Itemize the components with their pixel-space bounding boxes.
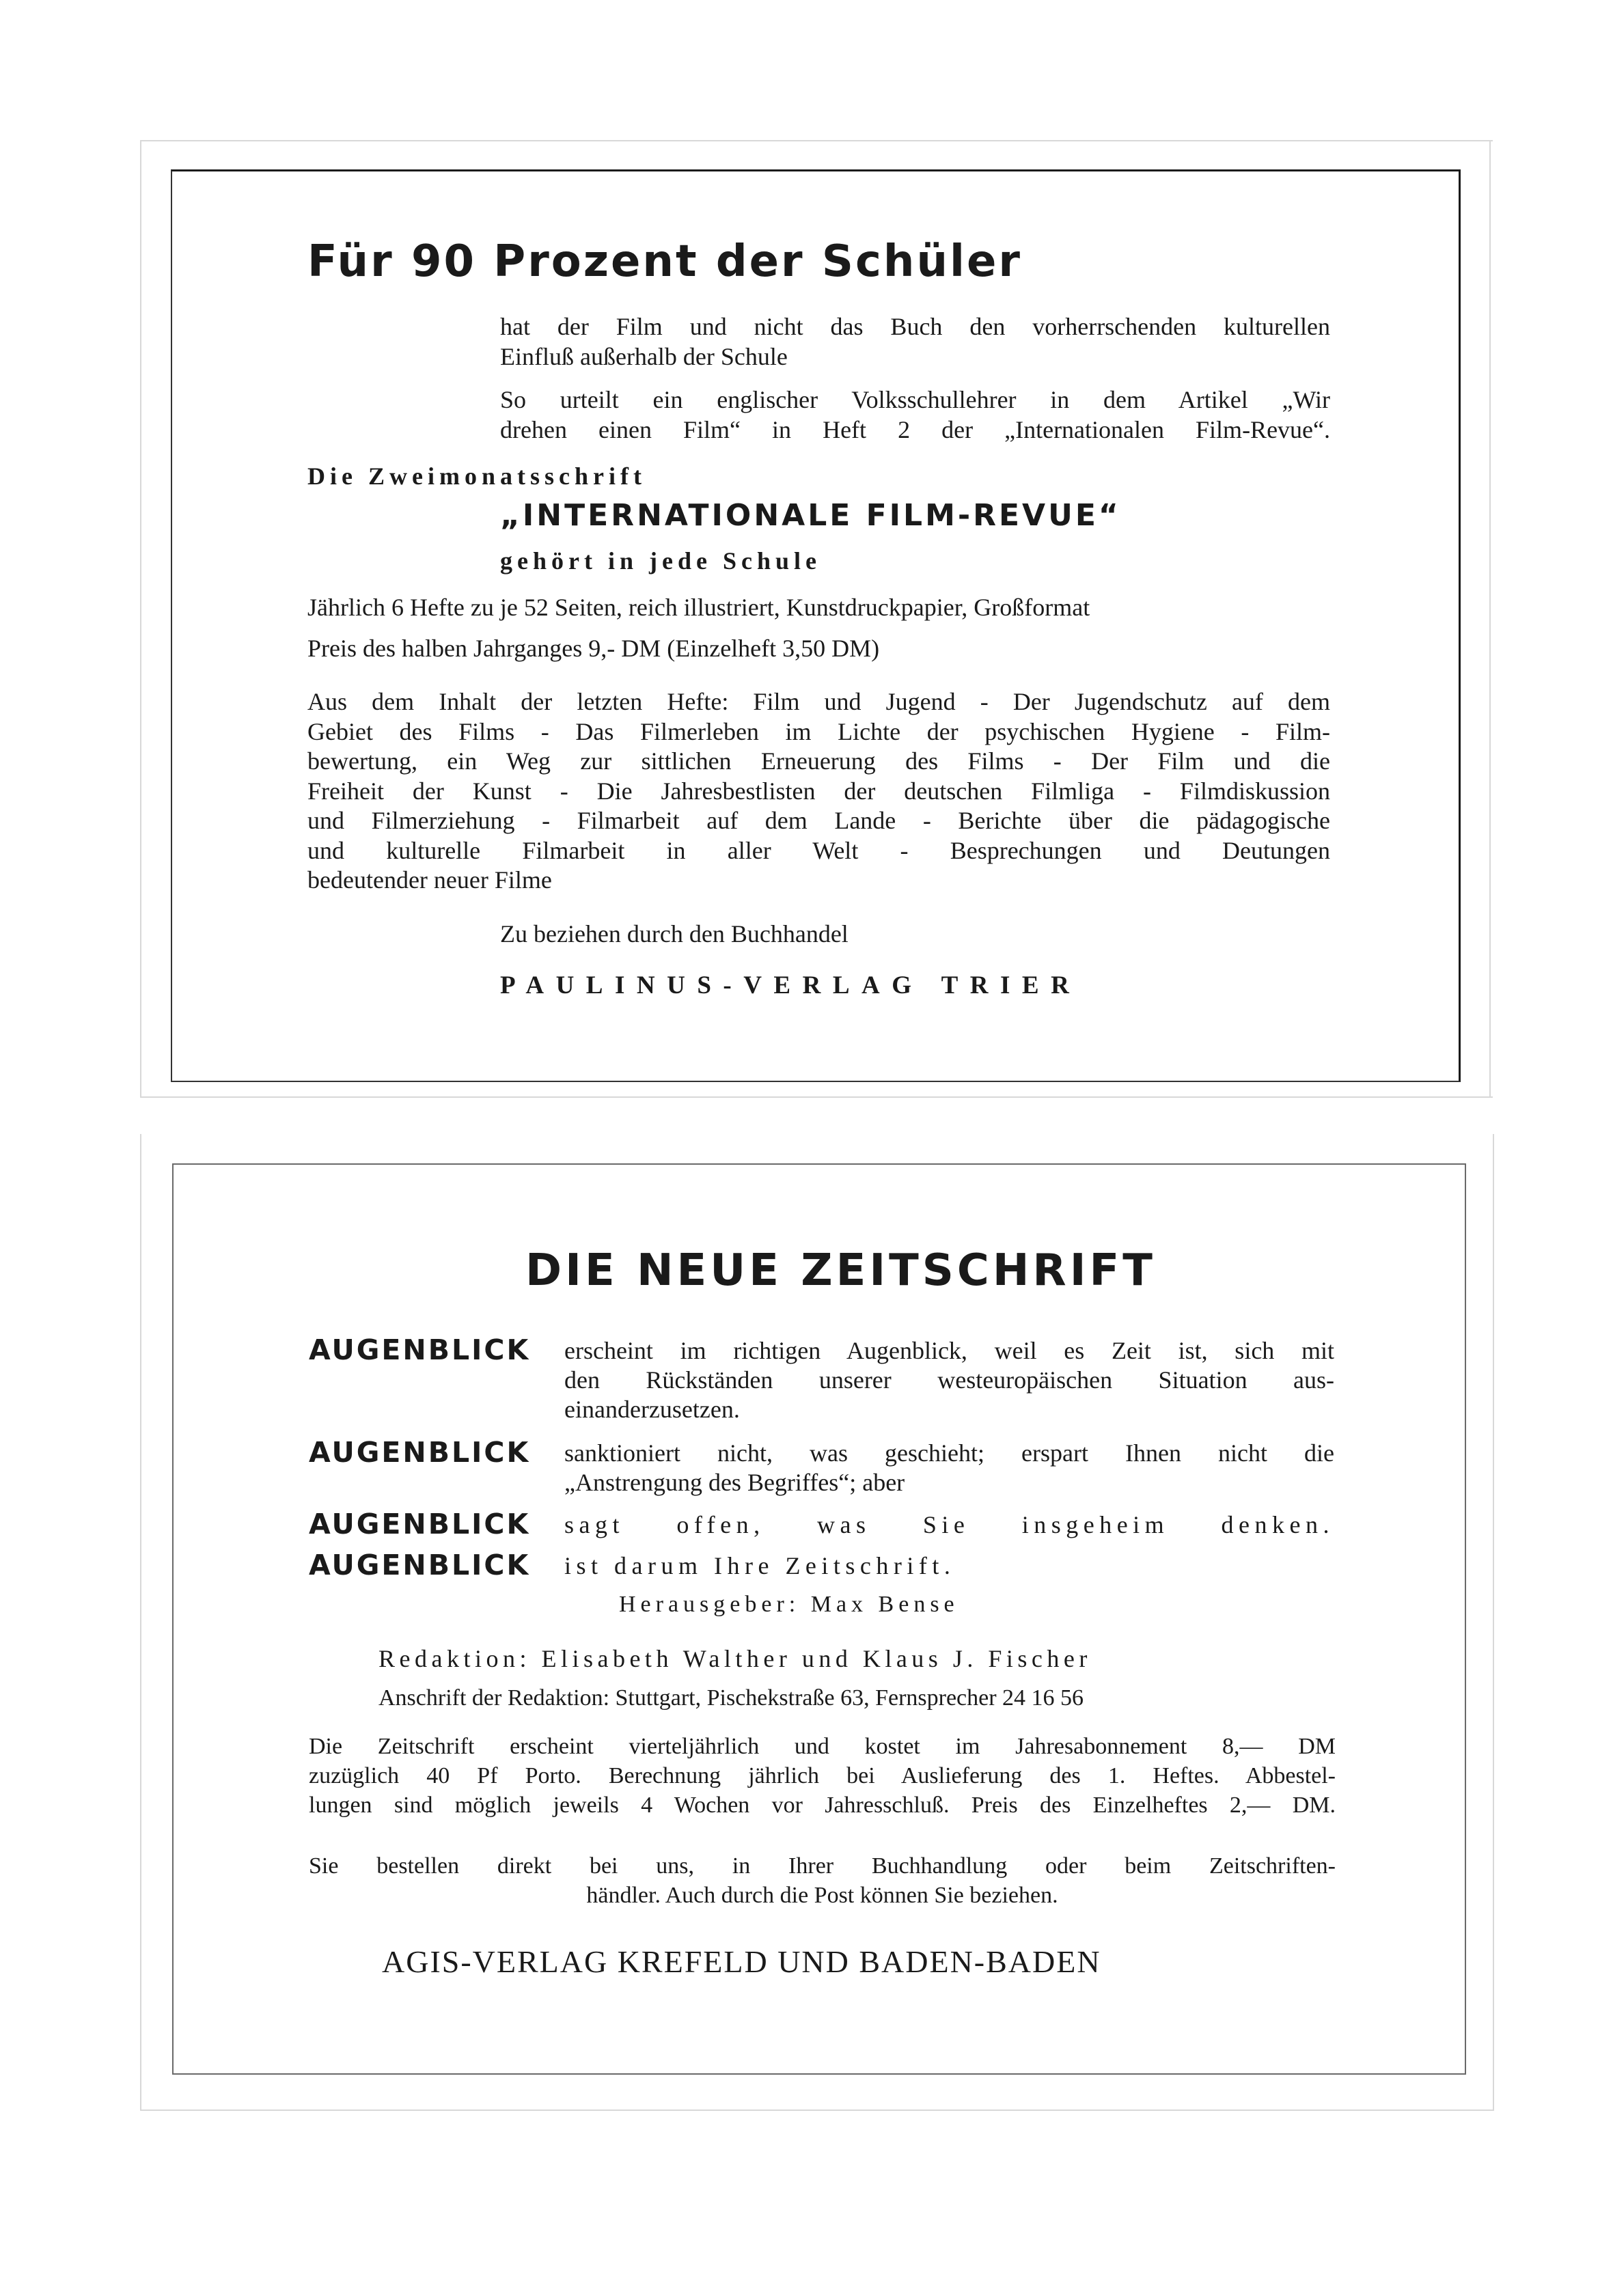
- page-edge-top: [140, 140, 1493, 141]
- ad1-content-line: und Filmerziehung - Filmarbeit auf dem Lande - Berichte über die pädagogische: [307, 807, 1330, 834]
- ad1-content-line: Freiheit der Kunst - Die Jahresbestlisten der deutschen Filmliga - Filmdiskussion: [307, 777, 1330, 805]
- ad2-entry-line: sagt offen, was Sie insgeheim denken.: [564, 1511, 1334, 1538]
- ad1-publisher: PAULINUS-VERLAG TRIER: [500, 971, 1081, 999]
- ad1-contents: [307, 687, 1330, 896]
- page-edge-lower-right: [1493, 1134, 1494, 2111]
- ad1-headline: Für 90 Prozent der Schüler: [307, 236, 1022, 287]
- ad2-entry-line: erscheint im richtigen Augenblick, weil es Zeit ist, sich mit: [564, 1337, 1334, 1364]
- ad2-publisher: AGIS-VERLAG KREFELD UND BADEN-BADEN: [382, 1944, 1101, 1979]
- ad1-intro-line: hat der Film und nicht das Buch den vorherrschenden kulturellen: [500, 313, 1330, 340]
- ad1-quote-line: drehen einen Film“ in Heft 2 der „Internationalen Film-Revue“.: [500, 416, 1330, 443]
- ad1-tagline: gehört in jede Schule: [500, 547, 821, 575]
- ad2-brand-name: AUGENBLICK: [309, 1549, 531, 1581]
- ad1-yearly-info: Jährlich 6 Hefte zu je 52 Seiten, reich illustriert, Kunstdruckpapier, Großformat: [307, 594, 1090, 621]
- ad2-address: Anschrift der Redaktion: Stuttgart, Pischekstraße 63, Fernsprecher 24 16 56: [378, 1685, 1084, 1711]
- ad2-order-line: Sie bestellen direkt bei uns, in Ihrer Buchhandlung oder beim Zeitschriften-: [309, 1853, 1336, 1879]
- ad1-availability: Zu beziehen durch den Buchhandel: [500, 920, 849, 948]
- ad1-quote-line: So urteilt ein englischer Volksschullehrer in dem Artikel „Wir: [500, 386, 1330, 413]
- ad2-subscription-line: lungen sind möglich jeweils 4 Wochen vor Jahresschluß. Preis des Einzelheftes 2,— DM.: [309, 1793, 1336, 1818]
- ad2-entry-line: ist darum Ihre Zeitschrift.: [564, 1552, 956, 1579]
- ad2-entry-text: [564, 1439, 1334, 1497]
- ad1-magazine-title: „INTERNATIONALE FILM-REVUE“: [500, 498, 1121, 533]
- ad1-subheading: Die Zweimonatsschrift: [307, 462, 646, 490]
- ad2-entry-line: den Rückständen unserer westeuropäischen Situation aus-: [564, 1366, 1334, 1394]
- ad2-entry-text: [564, 1336, 1334, 1424]
- ad2-editor: Herausgeber: Max Bense: [619, 1592, 959, 1617]
- ad2-entry-text: [564, 1551, 955, 1581]
- ad1-content-line: Aus dem Inhalt der letzten Hefte: Film und Jugend - Der Jugendschutz auf dem: [307, 688, 1330, 715]
- ad1-price: Preis des halben Jahrganges 9,- DM (Einzelheft 3,50 DM): [307, 635, 880, 662]
- ad1-content-line: und kulturelle Filmarbeit in aller Welt - Besprechungen und Deutungen: [307, 836, 1330, 864]
- ad2-subscription: [309, 1732, 1336, 1820]
- ad1-content-line: bewertung, ein Weg zur sittlichen Erneuerung des Films - Der Film und die: [307, 747, 1330, 775]
- ad2-order-line: händler. Auch durch die Post können Sie beziehen.: [586, 1883, 1058, 1908]
- ad2-brand-name: AUGENBLICK: [309, 1436, 531, 1469]
- page-edge-right: [1489, 140, 1491, 1096]
- augenblick-advertisement: [172, 1163, 1466, 2075]
- ad2-subscription-line: Die Zeitschrift erscheint vierteljährlich und kostet im Jahresabonnement 8,— DM: [309, 1734, 1336, 1759]
- ad2-entry-line: „Anstrengung des Begriffes“; aber: [564, 1469, 905, 1496]
- ad1-content-line: bedeutender neuer Filme: [307, 866, 552, 894]
- page-edge-lower-left: [140, 1134, 141, 2111]
- page-edge-left: [140, 140, 141, 1096]
- ad1-quote: [500, 385, 1330, 445]
- ad2-subscription-line: zuzüglich 40 Pf Porto. Berechnung jährlich bei Auslieferung des 1. Heftes. Abbestel-: [309, 1763, 1336, 1788]
- film-revue-advertisement: [171, 169, 1461, 1082]
- ad1-intro: [500, 312, 1330, 372]
- ad2-brand-name: AUGENBLICK: [309, 1333, 531, 1366]
- ad1-content-line: Gebiet des Films - Das Filmerleben im Lichte der psychischen Hygiene - Film-: [307, 717, 1330, 745]
- ad2-order-info: [309, 1851, 1336, 1910]
- ad2-entry-text: [564, 1510, 1334, 1540]
- ad2-headline: DIE NEUE ZEITSCHRIFT: [525, 1245, 1156, 1296]
- ad1-intro-line: Einfluß außerhalb der Schule: [500, 343, 788, 370]
- page-edge-divider: [140, 1096, 1493, 1098]
- ad2-editorial: Redaktion: Elisabeth Walther und Klaus J. Fischer: [378, 1645, 1092, 1672]
- page-edge-bottom: [140, 2110, 1494, 2111]
- ad2-entry-line: einanderzusetzen.: [564, 1396, 740, 1423]
- ad2-entry-line: sanktioniert nicht, was geschieht; erspart Ihnen nicht die: [564, 1439, 1334, 1467]
- ad2-brand-name: AUGENBLICK: [309, 1508, 531, 1540]
